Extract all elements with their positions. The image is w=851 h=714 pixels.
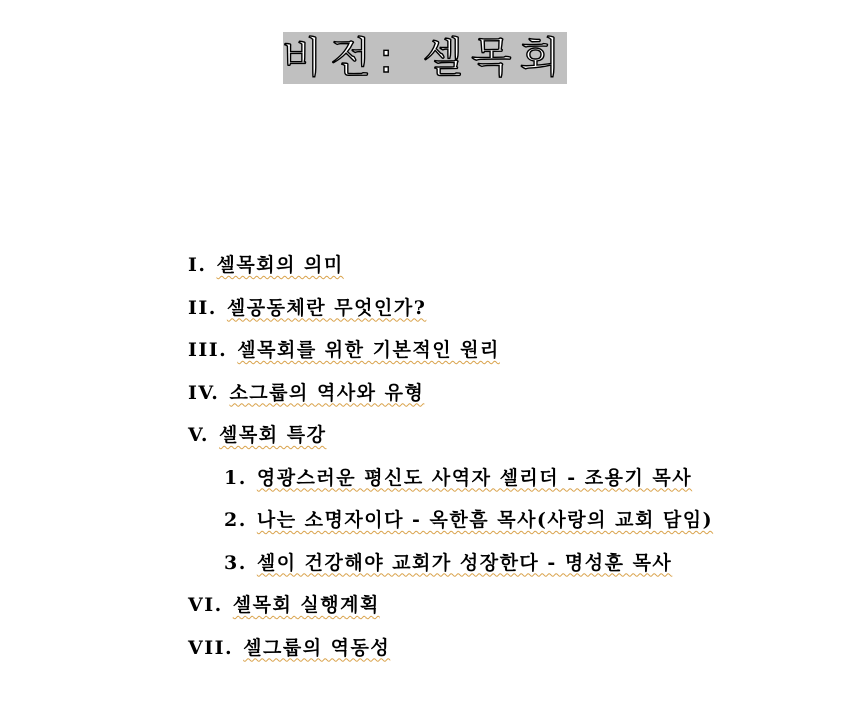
toc-number: I. (188, 254, 207, 276)
toc-subitem-2 (188, 503, 828, 546)
toc-item-1 (188, 248, 828, 291)
toc-number: II. (188, 296, 217, 319)
toc-label: 영광스러운 평신도 사역자 셀리더 - 조용기 목사 (256, 466, 693, 489)
table-of-contents (188, 248, 828, 673)
toc-item-6 (188, 588, 828, 631)
page-title: 비전: 셀목회 (281, 33, 569, 82)
toc-label: 셀목회 특강 (219, 424, 327, 446)
toc-item-5 (188, 418, 828, 461)
toc-number: III. (188, 339, 228, 361)
toc-label: 셀목회의 의미 (216, 254, 344, 276)
title-banner (283, 32, 567, 84)
toc-number: 3. (224, 551, 247, 574)
toc-number: V. (188, 424, 210, 446)
toc-number: IV. (188, 381, 220, 404)
toc-item-3 (188, 333, 828, 376)
toc-label: 소그룹의 역사와 유형 (229, 381, 425, 404)
toc-number: 2. (224, 509, 247, 531)
toc-number: 1. (224, 466, 247, 489)
toc-number: VI. (188, 594, 223, 616)
toc-label: 셀목회를 위한 기본적인 원리 (237, 339, 500, 361)
toc-subitem-3 (188, 546, 828, 589)
toc-subitem-1 (188, 461, 828, 504)
toc-number: VII. (188, 636, 234, 659)
toc-label: 나는 소명자이다 - 옥한흠 목사(사랑의 교회 담임) (256, 509, 714, 531)
toc-item-7 (188, 631, 828, 674)
toc-label: 셀목회 실행계획 (232, 594, 380, 616)
toc-label: 셀그룹의 역동성 (243, 636, 391, 659)
toc-item-2 (188, 291, 828, 334)
toc-label: 셀이 건강해야 교회가 성장한다 - 명성훈 목사 (256, 551, 673, 574)
toc-label: 셀공동체란 무엇인가? (226, 296, 427, 319)
toc-item-4 (188, 376, 828, 419)
